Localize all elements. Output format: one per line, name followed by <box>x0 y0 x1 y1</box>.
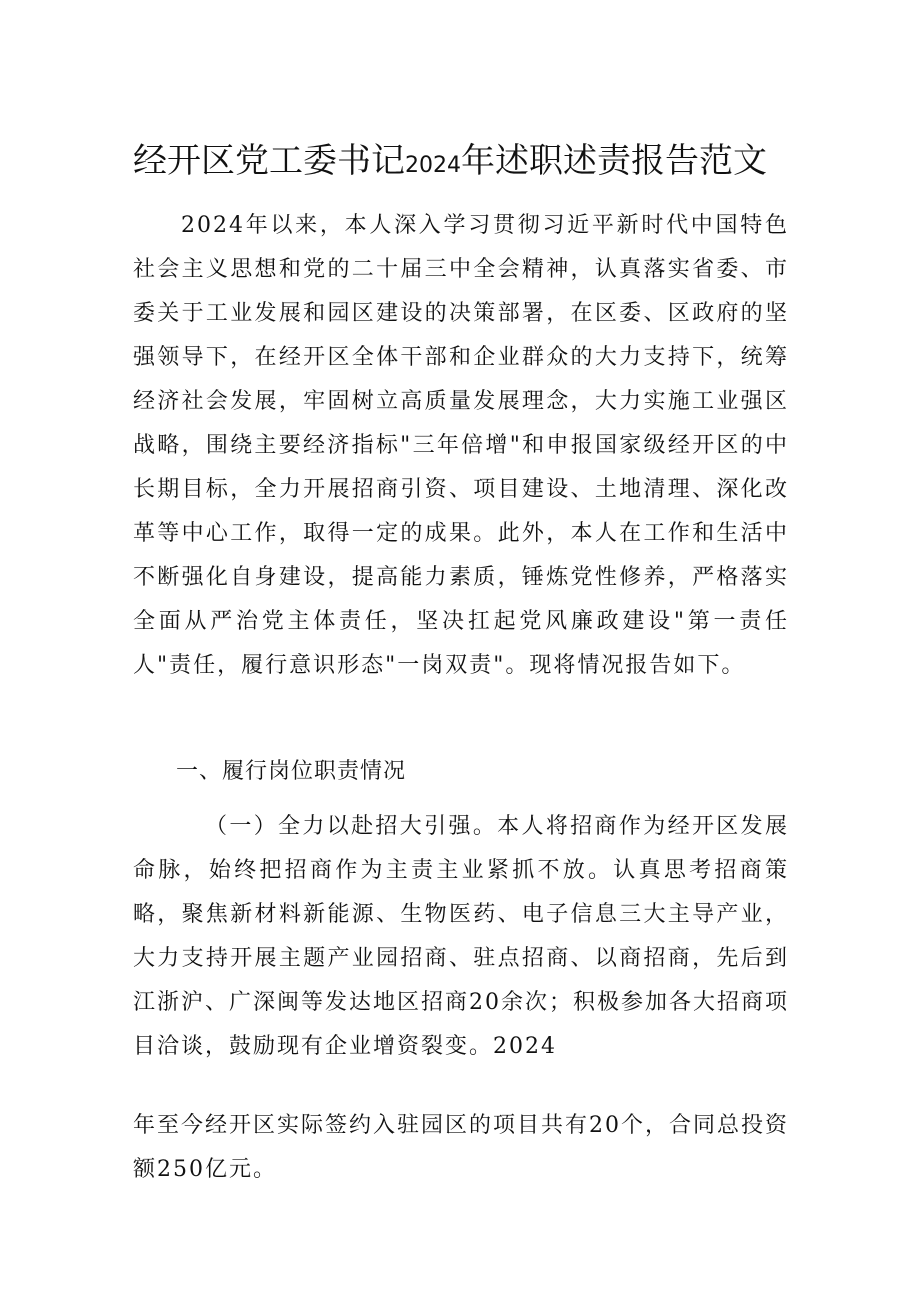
section-heading: 一、履行岗位职责情况 <box>176 759 407 784</box>
title-year: 2024 <box>405 153 461 178</box>
document-title <box>133 138 793 189</box>
title-prefix: 经开区党工委书记 <box>133 141 405 181</box>
intro-paragraph: 2024年以来，本人深入学习贯彻习近平新时代中国特色社会主义思想和党的二十届三中全会精神，认真落实省委、市委关于工业发展和园区建设的决策部署，在区委、区政府的坚强领导下，在经开区全体干部和企业群众的大力支持下，统筹经济社会发展，牢固树立高质量发展理念，大力实施工业强区战略，围绕主要经济指标"三年倍增"和申报国家级经开区的中长期目标，全力开展招商引资、项目建设、土地清理、深化改革等中心工作，取得一定的成果。此外，本人在工作和生活中不断强化自身建设，提高能力素质，锤炼党性修养，严格落实全面从严治党主体责任，坚决扛起党风廉政建设"第一责任人"责任，履行意识形态"一岗双责"。现将情况报告如下。 <box>133 213 789 678</box>
title-suffix: 年述职述责报告范文 <box>461 141 767 181</box>
body-paragraph-continued: 年至今经开区实际签约入驻园区的项目共有20个，合同总投资额250亿元。 <box>133 1113 789 1182</box>
body-paragraph: （一）全力以赴招大引强。本人将招商作为经开区发展命脉，始终把招商作为主责主业紧抓不放。认真思考招商策略，聚焦新材料新能源、生物医药、电子信息三大主导产业，大力支持开展主题产业园招商、驻点招商、以商招商，先后到江浙沪、广深闽等发达地区招商20余次；积极参加各大招商项目洽谈，鼓励现有企业增资裂变。2024 <box>133 814 789 1059</box>
